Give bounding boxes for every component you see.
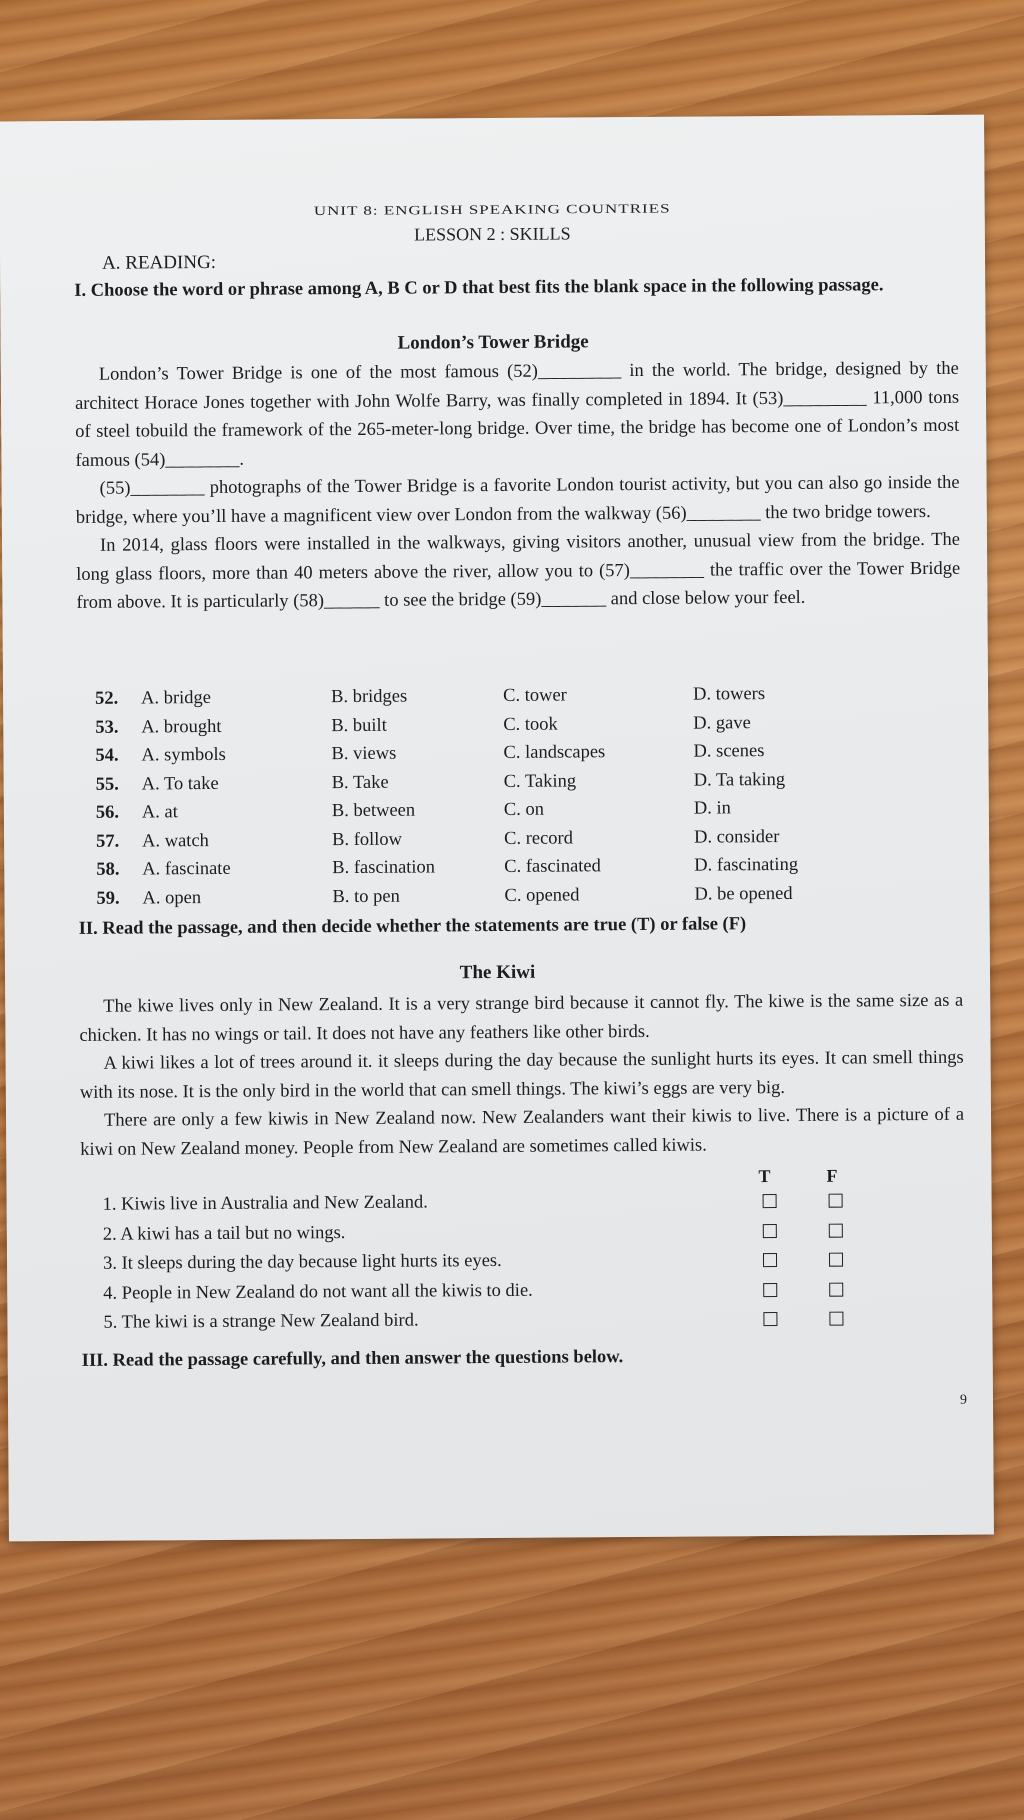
statement-text: 3. It sleeps during the day because light hurts its eyes. — [102, 1250, 502, 1274]
question-number: 58. — [96, 859, 120, 880]
option-b: B. built — [331, 715, 387, 736]
passage1-paragraph: (55)________ photographs of the Tower Bridge is a favorite London tourist activity, but you can also go inside the bridge, where you’ll have a magnificent view over London from the walkway (56)________ the two bridge towers. — [75, 472, 960, 528]
true-checkbox[interactable] — [763, 1283, 777, 1297]
question-number: 55. — [95, 774, 119, 795]
false-column-label: F — [826, 1165, 838, 1186]
passage2-paragraph: A kiwi likes a lot of trees around it. it sleeps during the day because the sunlight hurts its eyes. It can smell things with its nose. It is the only bird in the world that can smell things. The kiwi’s eggs are very big. — [79, 1047, 964, 1103]
question-number: 52. — [95, 688, 119, 709]
passage2-paragraph: There are only a few kiwis in New Zealand now. New Zealanders want their kiwis to live. There is a picture of a kiwi on New Zealand money. People from New Zealand are sometimes called kiwis. — [80, 1104, 965, 1160]
true-checkbox[interactable] — [763, 1224, 777, 1238]
option-a: A. symbols — [141, 744, 226, 766]
question-number: 53. — [95, 717, 119, 738]
statement-row — [103, 1307, 863, 1342]
option-c: C. record — [504, 827, 573, 849]
option-d: D. be opened — [694, 883, 793, 905]
part1-instruction: I. Choose the word or phrase among A, B C or D that best fits the blank space in the following passage. — [74, 275, 884, 301]
false-checkbox[interactable] — [829, 1312, 843, 1326]
passage1-title: London’s Tower Bridge — [397, 331, 589, 354]
true-checkbox[interactable] — [763, 1312, 777, 1326]
option-b: B. views — [331, 743, 397, 765]
option-a: A. To take — [141, 773, 219, 794]
option-c: C. opened — [504, 884, 580, 906]
option-a: A. fascinate — [142, 858, 231, 880]
option-d: D. gave — [693, 712, 751, 734]
passage1-paragraph: London’s Tower Bridge is one of the most famous (52)_________ in the world. The bridge, designed by the architect Horace Jones together with John Wolfe Barry, was finally completed in 1894. It (53)_________ 11,000 tons of steel tobuild the framework of the 265-meter-long bridge. Over time, the bridge has become one of London’s most famous (54)________. — [74, 358, 960, 471]
statement-text: 2. A kiwi has a tail but no wings. — [102, 1222, 346, 1245]
option-c: C. fascinated — [504, 856, 601, 877]
option-a: A. bridge — [141, 687, 212, 709]
question-number: 54. — [95, 745, 119, 766]
passage1-text — [75, 355, 961, 618]
passage2-title: The Kiwi — [459, 961, 536, 984]
section-heading: A. READING: — [101, 251, 217, 274]
statements-list — [103, 1189, 864, 1342]
question-number: 57. — [96, 831, 120, 852]
false-checkbox[interactable] — [829, 1194, 843, 1208]
option-b: B. bridges — [331, 686, 408, 708]
option-d: D. fascinating — [694, 854, 799, 876]
false-checkbox[interactable] — [829, 1282, 843, 1296]
option-a: A. watch — [142, 830, 209, 851]
option-c: C. on — [503, 799, 545, 820]
options-table — [95, 683, 897, 917]
option-d: D. scenes — [693, 741, 765, 762]
option-c: C. tower — [503, 685, 567, 706]
option-a: A. brought — [141, 716, 222, 737]
option-d: D. Ta taking — [693, 769, 786, 791]
page-number: 9 — [959, 1392, 968, 1408]
option-b: B. between — [331, 800, 416, 822]
passage2-paragraph: The kiwe lives only in New Zealand. It is a very strange bird because it cannot fly. The kiwe is the same size as a chicken. It has no wings or tail. It does not have any feathers like other birds. — [79, 990, 964, 1046]
lesson-title: LESSON 2 : SKILLS — [414, 223, 571, 245]
option-a: A. open — [142, 887, 202, 908]
option-b: B. Take — [331, 772, 389, 793]
false-checkbox[interactable] — [829, 1223, 843, 1237]
option-c: C. landscapes — [503, 742, 606, 763]
option-d: D. in — [693, 798, 731, 819]
passage2-text — [79, 987, 964, 1164]
question-number: 56. — [95, 802, 120, 823]
true-column-label: T — [758, 1166, 771, 1187]
unit-title: UNIT 8: ENGLISH SPEAKING COUNTRIES — [313, 201, 671, 219]
statement-text: 1. Kiwis live in Australia and New Zealand. — [102, 1192, 428, 1215]
option-d: D. towers — [693, 684, 766, 705]
passage1-paragraph: In 2014, glass floors were installed in the walkways, giving visitors another, unusual view from the bridge. The long glass floors, more than 40 meters above the river, allow you to (57)________ the traffic over the Tower Bridge from above. It is particularly (58)______ to see the bridge (59)_______ and close below your feel. — [76, 529, 961, 613]
option-a: A. at — [141, 802, 178, 823]
statement-text: 5. The kiwi is a strange New Zealand bird. — [103, 1310, 419, 1333]
option-b: B. fascination — [332, 857, 436, 879]
option-c: C. took — [503, 714, 558, 735]
option-b: B. to pen — [332, 886, 400, 907]
true-checkbox[interactable] — [763, 1253, 777, 1267]
option-b: B. follow — [332, 829, 403, 850]
part2-instruction: II. Read the passage, and then decide whether the statements are true (T) or false (F) — [78, 914, 747, 939]
part3-instruction: III. Read the passage carefully, and then answer the questions below. — [81, 1347, 624, 1371]
option-d: D. consider — [693, 826, 780, 848]
question-number: 59. — [96, 888, 120, 909]
worksheet-page — [0, 115, 994, 1542]
option-c: C. Taking — [503, 770, 577, 792]
statement-text: 4. People in New Zealand do not want all the kiwis to die. — [103, 1280, 533, 1304]
false-checkbox[interactable] — [829, 1253, 843, 1267]
true-checkbox[interactable] — [763, 1194, 777, 1208]
